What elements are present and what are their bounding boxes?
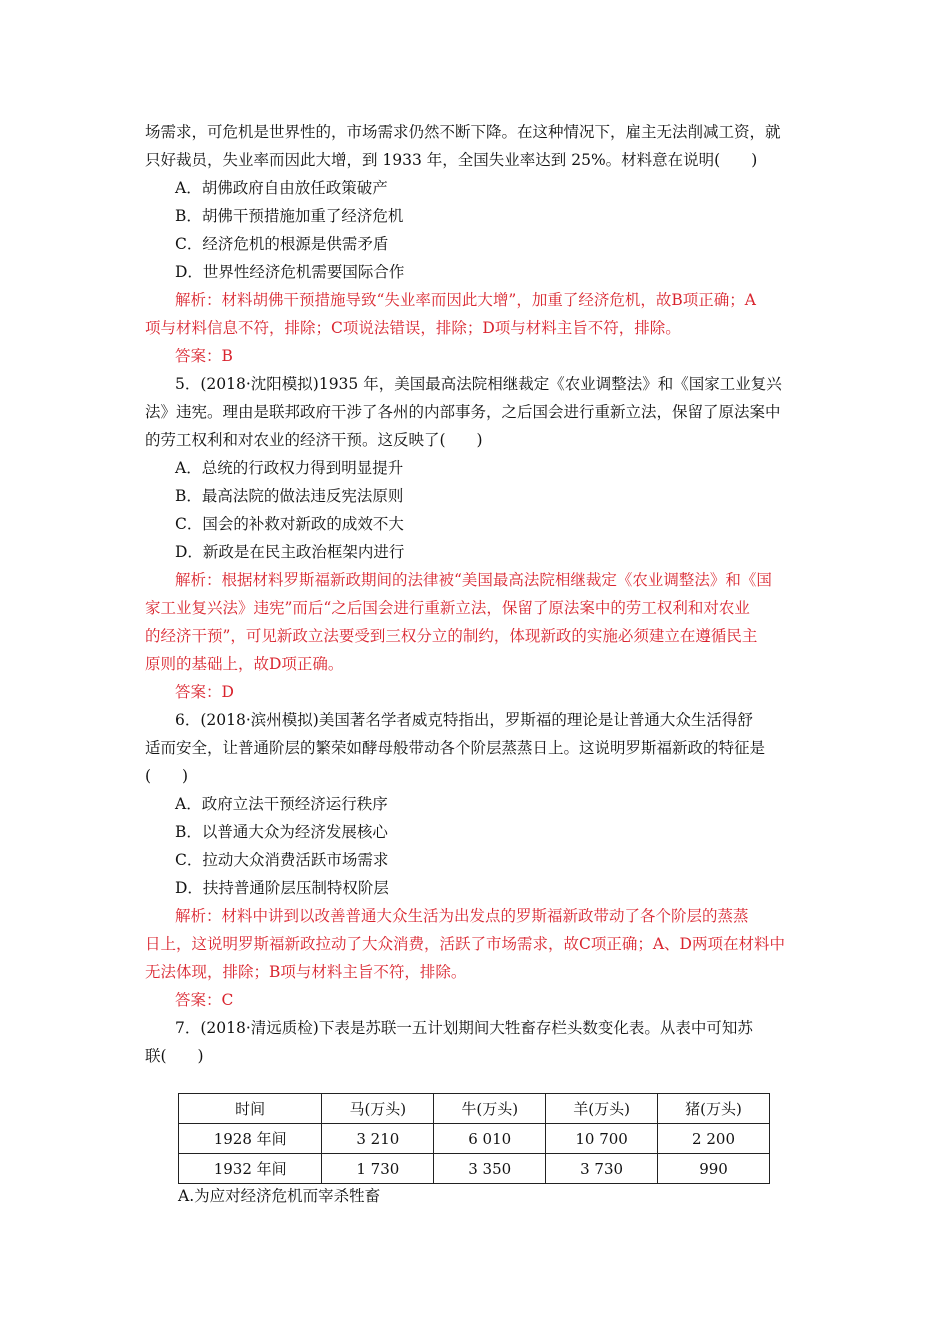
q7-option-a: A.为应对经济危机而宰杀牲畜 bbox=[178, 1187, 381, 1205]
q6-stem-line-1: 6．(2018·滨州模拟)美国著名学者威克特指出，罗斯福的理论是让普通大众生活得舒 bbox=[175, 711, 753, 729]
q6-option-c: C．拉动大众消费活跃市场需求 bbox=[175, 851, 389, 869]
q4-answer: 答案：B bbox=[175, 347, 233, 365]
q4-option-c: C．经济危机的根源是供需矛盾 bbox=[175, 235, 389, 253]
q6-option-b: B．以普通大众为经济发展核心 bbox=[175, 823, 388, 841]
q6-option-d: D．扶持普通阶层压制特权阶层 bbox=[175, 879, 389, 897]
table-cell: 990 bbox=[658, 1154, 770, 1184]
table-cell: 1928 年间 bbox=[179, 1124, 322, 1154]
q4-analysis-line-1: 解析：材料胡佛干预措施导致“失业率而因此大增”，加重了经济危机，故B项正确；A bbox=[175, 291, 756, 309]
q5-analysis-line-1: 解析：根据材料罗斯福新政期间的法律被“美国最高法院相继裁定《农业调整法》和《国 bbox=[175, 571, 772, 589]
q5-stem-line-1: 5．(2018·沈阳模拟)1935 年，美国最高法院相继裁定《农业调整法》和《国家工业复兴 bbox=[175, 375, 782, 393]
q6-option-a: A．政府立法干预经济运行秩序 bbox=[175, 795, 388, 813]
livestock-table bbox=[178, 1093, 770, 1184]
table-cell: 10 700 bbox=[546, 1124, 658, 1154]
q7-stem-line-1: 7．(2018·清远质检)下表是苏联一五计划期间大牲畜存栏头数变化表。从表中可知苏 bbox=[175, 1019, 753, 1037]
table-cell: 3 730 bbox=[546, 1154, 658, 1184]
q4-analysis-line-2: 项与材料信息不符，排除；C项说法错误，排除；D项与材料主旨不符，排除。 bbox=[145, 319, 681, 337]
table-cell: 1 730 bbox=[322, 1154, 434, 1184]
q5-option-a: A．总统的行政权力得到明显提升 bbox=[175, 459, 404, 477]
table-cell: 6 010 bbox=[434, 1124, 546, 1154]
table-header-cell: 猪(万头) bbox=[658, 1094, 770, 1124]
q6-analysis-line-3: 无法体现，排除；B项与材料主旨不符，排除。 bbox=[145, 963, 467, 981]
q6-answer: 答案：C bbox=[175, 991, 234, 1009]
q4-stem-line-1: 场需求，可危机是世界性的，市场需求仍然不断下降。在这种情况下，雇主无法削减工资，就 bbox=[145, 123, 781, 141]
table-header-row bbox=[179, 1094, 770, 1124]
q6-stem-line-2: 适而安全，让普通阶层的繁荣如酵母般带动各个阶层蒸蒸日上。这说明罗斯福新政的特征是 bbox=[145, 739, 766, 757]
table-row bbox=[179, 1124, 770, 1154]
q5-analysis-line-3: 的经济干预”，可见新政立法要受到三权分立的制约，体现新政的实施必须建立在遵循民主 bbox=[145, 627, 758, 645]
q5-option-c: C．国会的补救对新政的成效不大 bbox=[175, 515, 404, 533]
q6-analysis-line-2: 日上，这说明罗斯福新政拉动了大众消费，活跃了市场需求，故C项正确；A、D两项在材料中 bbox=[145, 935, 785, 953]
q5-answer: 答案：D bbox=[175, 683, 234, 701]
q5-option-b: B．最高法院的做法违反宪法原则 bbox=[175, 487, 404, 505]
q7-stem-line-2: 联( ) bbox=[145, 1047, 204, 1065]
table-header-cell: 时间 bbox=[179, 1094, 322, 1124]
table-header-cell: 羊(万头) bbox=[546, 1094, 658, 1124]
table-cell: 1932 年间 bbox=[179, 1154, 322, 1184]
table-row bbox=[179, 1154, 770, 1184]
q4-stem-line-2: 只好裁员，失业率而因此大增，到 1933 年，全国失业率达到 25%。材料意在说明( ) bbox=[145, 151, 758, 169]
table-cell: 3 210 bbox=[322, 1124, 434, 1154]
table-header-cell: 牛(万头) bbox=[434, 1094, 546, 1124]
q4-option-b: B．胡佛干预措施加重了经济危机 bbox=[175, 207, 404, 225]
table-cell: 3 350 bbox=[434, 1154, 546, 1184]
q6-analysis-line-1: 解析：材料中讲到以改善普通大众生活为出发点的罗斯福新政带动了各个阶层的蒸蒸 bbox=[175, 907, 749, 925]
q5-analysis-line-4: 原则的基础上，故D项正确。 bbox=[145, 655, 344, 673]
q5-analysis-line-2: 家工业复兴法》违宪”而后“之后国会进行重新立法，保留了原法案中的劳工权利和对农业 bbox=[145, 599, 750, 617]
q5-option-d: D．新政是在民主政治框架内进行 bbox=[175, 543, 405, 561]
q4-option-d: D．世界性经济危机需要国际合作 bbox=[175, 263, 405, 281]
table-header-cell: 马(万头) bbox=[322, 1094, 434, 1124]
q5-stem-line-2: 法》违宪。理由是联邦政府干涉了各州的内部事务，之后国会进行重新立法，保留了原法案中 bbox=[145, 403, 781, 421]
q4-option-a: A．胡佛政府自由放任政策破产 bbox=[175, 179, 388, 197]
q5-stem-line-3: 的劳工权利和对农业的经济干预。这反映了( ) bbox=[145, 431, 483, 449]
q6-stem-line-3: ( ) bbox=[145, 767, 189, 785]
table-cell: 2 200 bbox=[658, 1124, 770, 1154]
